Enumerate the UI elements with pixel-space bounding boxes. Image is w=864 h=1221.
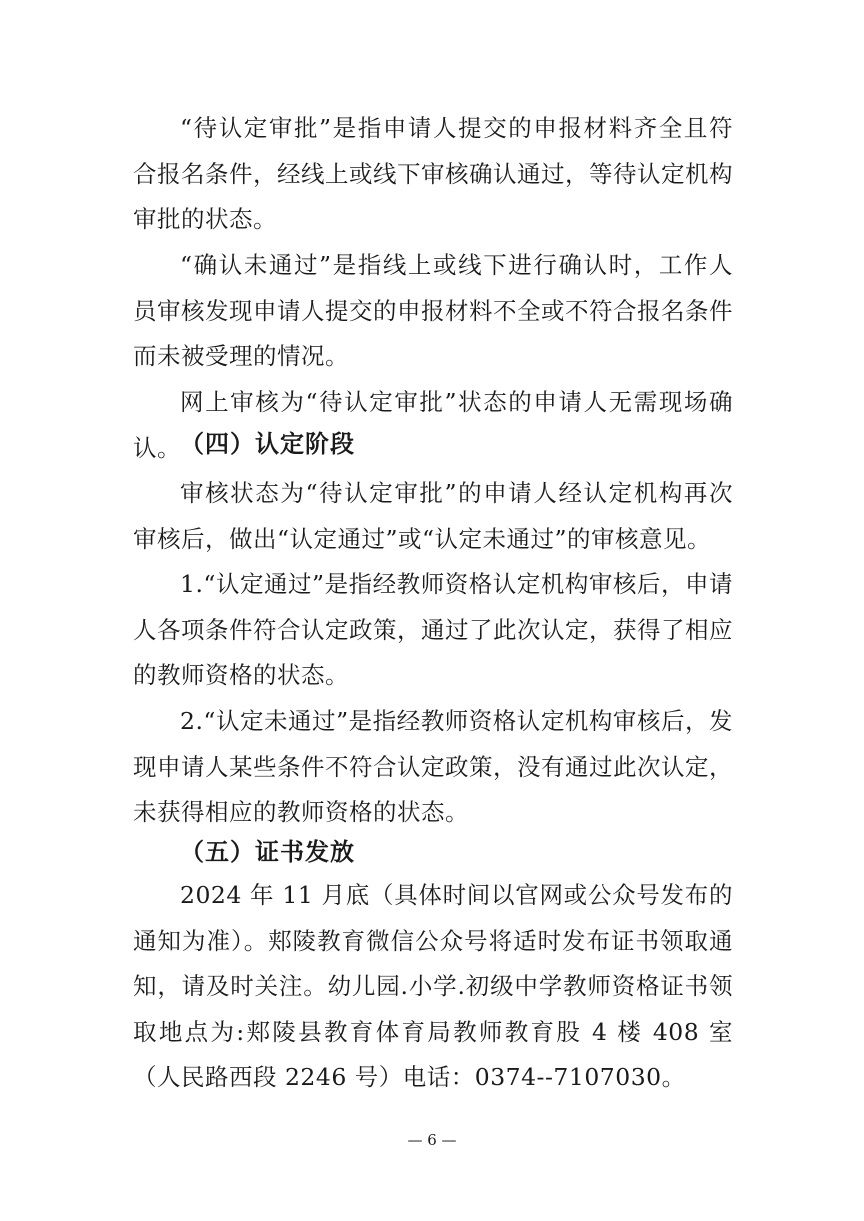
paragraph-confirm-failed: “确认未通过”是指线上或线下进行确认时，工作人员审核发现申请人提交的申报材料不全或不符合报名条件而未被受理的情况。 — [133, 251, 733, 371]
page-number: — 6 — — [407, 1131, 457, 1149]
paragraph-certificate-collection: 2024 年 11 月底（具体时间以官网或公众号发布的通知为准）。郏陵教育微信公众号将适时发布证书领取通知，请及时关注。幼儿园.小学.初级中学教师资格证书领取地点为:郏陵县教育体育局教师教育股 4 楼 408 室（人民路西段 2246 号）电话：0374--7107030。 — [133, 881, 733, 1092]
paragraph-review-status: 审核状态为“待认定审批”的申请人经认定机构再次审核后，做出“认定通过”或“认定未通过”的审核意见。 — [133, 479, 733, 553]
section-heading-certification-stage: （四）认定阶段 — [180, 430, 355, 458]
paragraph-no-onsite-confirmation: 网上审核为“待认定审批”状态的申请人无需现场确认。 — [133, 388, 733, 462]
section-heading-certificate-issuance: （五）证书发放 — [180, 838, 355, 866]
paragraph-certification-passed: 1.“认定通过”是指经教师资格认定机构审核后，申请人各项条件符合认定政策，通过了此次认定，获得了相应的教师资格的状态。 — [133, 570, 733, 690]
paragraph-certification-failed: 2.“认定未通过”是指经教师资格认定机构审核后，发现申请人某些条件不符合认定政策，没有通过此次认定，未获得相应的教师资格的状态。 — [133, 707, 733, 827]
paragraph-pending-approval: “待认定审批”是指申请人提交的申报材料齐全且符合报名条件，经线上或线下审核确认通过，等待认定机构审批的状态。 — [133, 114, 733, 234]
